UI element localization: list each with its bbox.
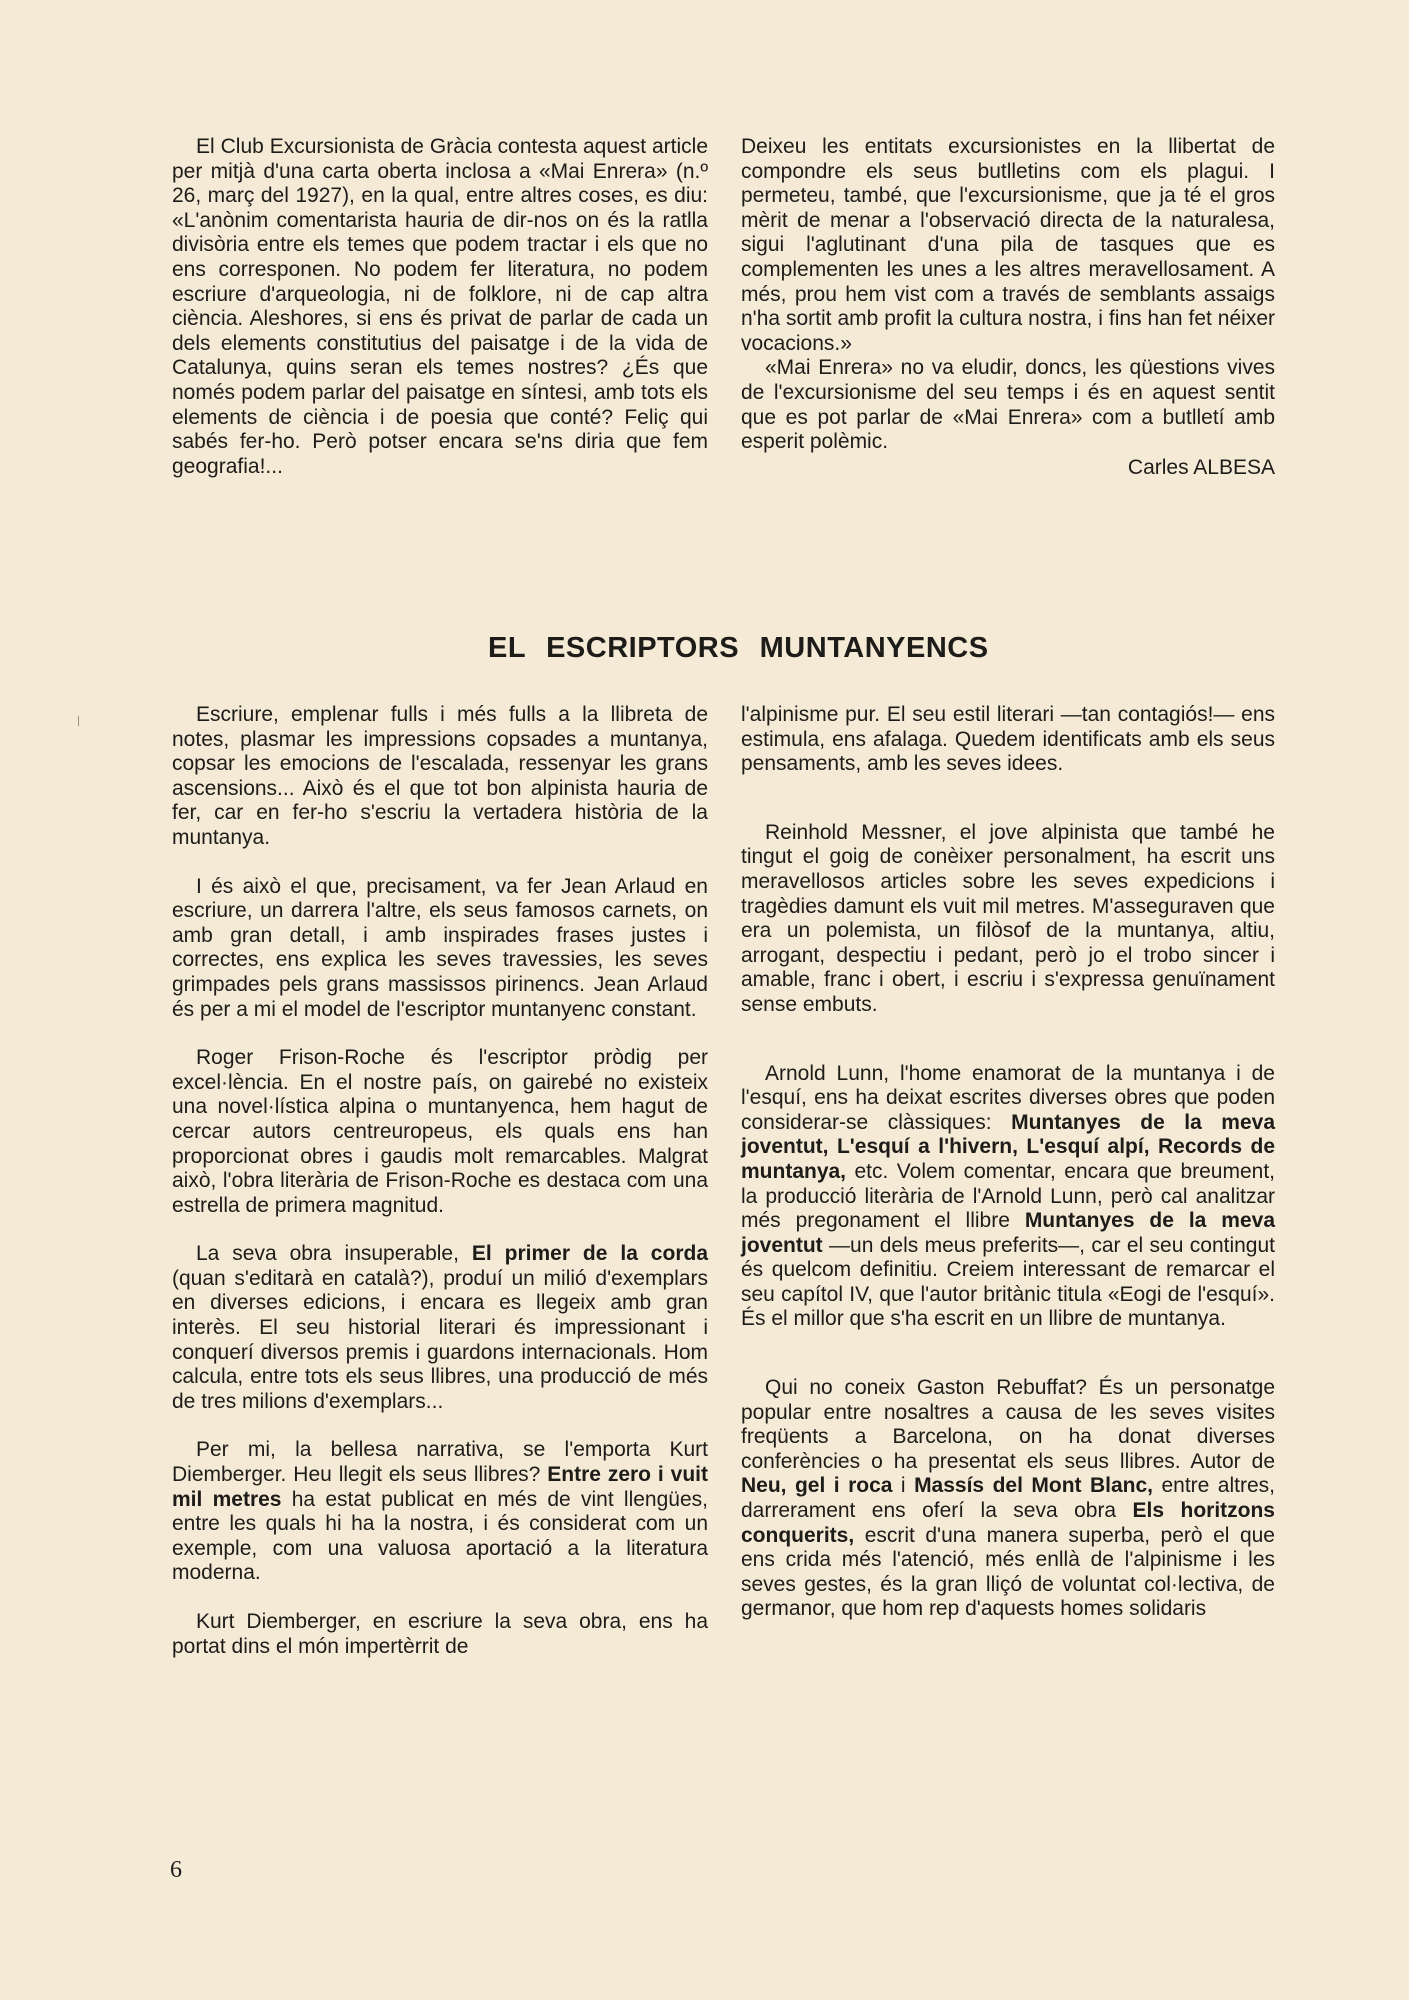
paragraph: I és això el que, precisament, va fer Jean Arlaud en escriure, un darrera l'altre, els seus famosos carnets, on amb gran detall, i amb inspirades frases justes i correctes, ens explica les seves travessies, les seves grimpades pels grans massissos pirinencs. Jean Arlaud és per a mi el model de l'escriptor muntanyenc constant. [172, 874, 708, 1021]
paragraph: l'alpinisme pur. El seu estil literari —tan contagiós!— ens estimula, ens afalaga. Quedem identificats amb els seus pensaments, amb les seves idees. [741, 703, 1275, 776]
book-title: Els horitzons conquerits, [741, 1499, 1275, 1547]
text-run: ha estat publicat en més de vint llengües, entre les quals hi ha la nostra, i és considerat com un exemple, com una valuosa aportació a la literatura moderna. [172, 1487, 708, 1585]
text-run: Arnold Lunn, l'home enamorat de la muntanya i de l'esquí, ens ha deixat escrites diverses obres que poden considerar-se clàssiques: [741, 1061, 1275, 1134]
text-run: escrit d'una manera superba, però el que ens crida més l'atenció, més enllà de l'alpinisme i les seves gestes, és la gran lliçó de voluntat col·lectiva, de germanor, que hom rep d'aquests homes solidaris [741, 1523, 1275, 1621]
text-run: La seva obra insuperable, [196, 1242, 472, 1266]
top-left-column [172, 135, 708, 479]
paragraph: Kurt Diemberger, en escriure la seva obra, ens ha portat dins el món impertèrrit de [172, 1610, 708, 1658]
book-title: Muntanyes de la meva joventut, L'esquí a l'hivern, L'esquí alpí, Records de muntanya, [741, 1110, 1275, 1183]
paragraph: Reinhold Messner, el jove alpinista que també he tingut el goig de conèixer personalment, ha escrit uns meravellosos articles sobre les seves expedicions i tragèdies damunt els vuit mil metres. M'asseguraven que era un polemista, un filòsof de la muntanya, altiu, arrogant, despectiu i pedant, però jo el trobo sincer i amable, franc i obert, i escriu i s'expressa genuïnament sense embuts. [741, 820, 1275, 1016]
paragraph [172, 1438, 708, 1586]
bottom-left-column [172, 703, 708, 1659]
text-run: —un dels meus preferits—, car el seu contingut és quelcom definitiu. Creiem interessant de remarcar el seu capítol IV, que l'autor britànic titula «Eogi de l'esquí». És el millor que s'ha escrit en un llibre de muntanya. [741, 1233, 1275, 1331]
bottom-right-column [741, 703, 1275, 1622]
text-run: etc. Volem comentar, encara que breument, la producció literària de l'Arnold Lunn, però cal analitzar més pregonament el llibre [741, 1159, 1275, 1233]
paragraph: El Club Excursionista de Gràcia contesta aquest article per mitjà d'una carta oberta inclosa a «Mai Enrera» (n.º 26, març del 1927), en la qual, entre altres coses, es diu: «L'anònim comentarista hauria de dir-nos on és la ratlla divisòria entre els temes que podem tractar i els que no ens corresponen. No podem fer literatura, no podem escriure d'arqueologia, ni de folklore, ni de cap altra ciència. Aleshores, si ens és privat de parlar de cada un dels elements constitutius del paisatge i de la vida de Catalunya, quins seran els temes nostres? ¿És que només podem parlar del paisatge en síntesi, amb tots els elements de ciència i de poesia que conté? Feliç qui sabés fer-ho. Però potser encara se'ns diria que fem geografia!... [172, 135, 708, 478]
book-title: Muntanyes de la meva joventut [741, 1209, 1275, 1257]
paragraph [741, 1062, 1275, 1333]
article-headline: EL ESCRIPTORS MUNTANYENCS [488, 632, 989, 664]
book-title: Neu, gel i roca [741, 1474, 893, 1498]
book-title: El primer de la corda [471, 1242, 708, 1266]
paragraph: Roger Frison-Roche és l'escriptor pròdig per excel·lència. En el nostre país, on gairebé no existeix una novel·lística alpina o muntanyenca, hem hagut de cercar autors centreuropeus, els quals ens han proporcionat obres i gaudis molt remarcables. Malgrat això, l'obra literària de Frison-Roche es destaca com una estrella de primera magnitud. [172, 1046, 708, 1217]
text-run: Qui no coneix Gaston Rebuffat? És un personatge popular entre nosaltres a causa de les seves visites freqüents a Barcelona, on ha donat diverses conferències o ha presentat els seus llibres. Autor de [741, 1376, 1275, 1473]
paragraph: Escriure, emplenar fulls i més fulls a la llibreta de notes, plasmar les impressions copsades a muntanya, copsar les emocions de l'escalada, ressenyar les grans ascensions... Això és el que tot bon alpinista hauria de fer, car en fer-ho s'escriu la vertadera història de la muntanya. [172, 703, 708, 849]
paragraph [172, 1242, 708, 1414]
text-run: i [892, 1474, 915, 1498]
text-run: (quan s'editarà en català?), produí un milió d'exemplars en diverses edicions, i encara es llegeix amb gran interès. El seu historial literari és impressionant i conquerí diversos premis i guardons internacionals. Hom calcula, entre tots els seus llibres, una producció de més de tres milions d'exemplars... [172, 1266, 708, 1413]
author-signature: Carles ALBESA [1127, 455, 1275, 479]
text-run: Per mi, la bellesa narrativa, se l'emporta Kurt Diemberger. Heu llegit els seus llibres? [172, 1438, 708, 1487]
book-title: Massís del Mont Blanc, [914, 1474, 1154, 1498]
paragraph: «Mai Enrera» no va eludir, doncs, les qüestions vives de l'excursionisme del seu temps i és en aquest sentit que es pot parlar de «Mai Enrera» com a butlletí amb esperit polèmic. [741, 356, 1275, 454]
book-title: Entre zero i vuit mil metres [172, 1463, 708, 1511]
text-run: entre altres, darrerament ens oferí la seva obra [741, 1474, 1275, 1523]
paragraph [741, 1376, 1275, 1622]
paragraph: Deixeu les entitats excursionistes en la llibertat de compondre els seus butlletins com els plagui. I permeteu, també, que l'excursionisme, que ja té el gros mèrit de menar a l'observació directa de la naturalesa, sigui l'aglutinant d'una pila de tasques que es complementen les unes a les altres meravellosament. A més, prou hem vist com a través de semblants assaigs n'ha sortit amb profit la cultura nostra, i fins han fet néixer vocacions.» [741, 135, 1275, 355]
margin-mark [78, 716, 83, 726]
page-number: 6 [170, 1857, 182, 1883]
top-right-column [741, 135, 1275, 480]
